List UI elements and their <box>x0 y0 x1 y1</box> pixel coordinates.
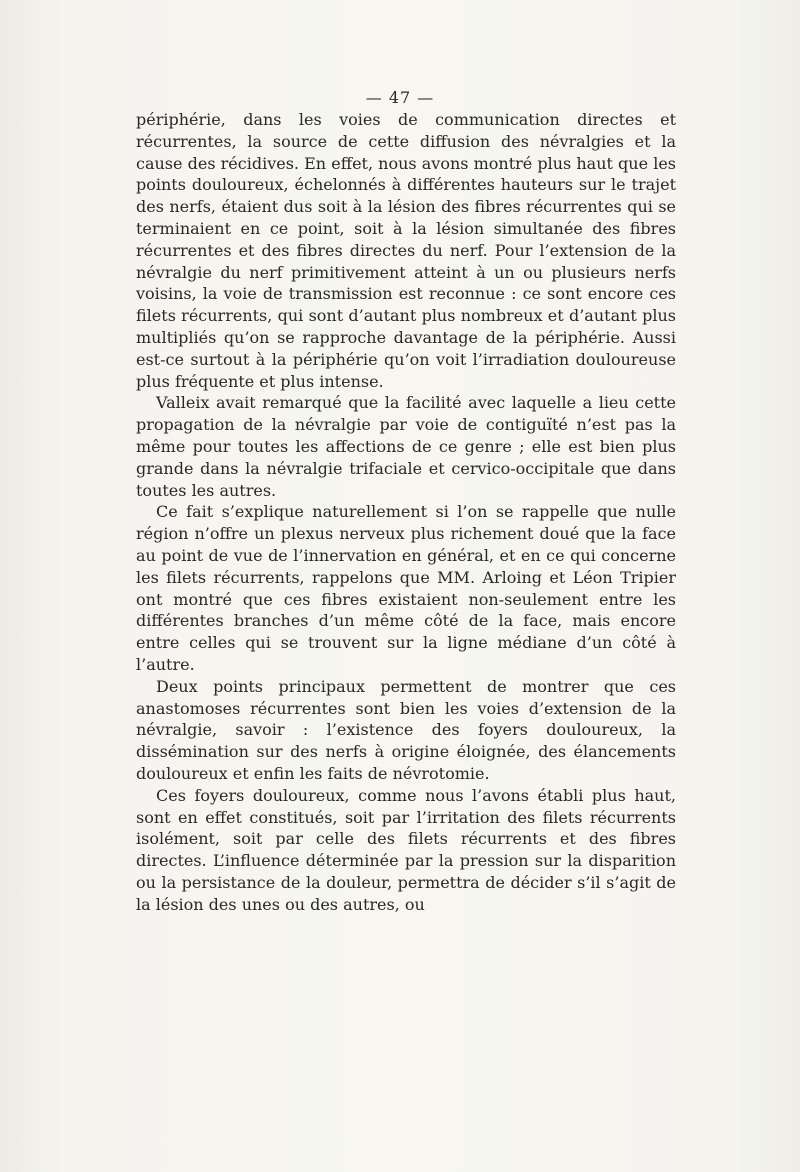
paragraph-1: périphérie, dans les voies de communication directes et récurrentes, la source de cette diffusion des névralgies et la cause des récidives. En effet, nous avons montré plus haut que les points douloureux, échelonnés à différentes hauteurs sur le trajet des nerfs, étaient dus soit à la lésion des fibres récurrentes qui se terminaient en ce point, soit à la lésion simultanée des fibres récurrentes et des fibres directes du nerf. Pour l’extension de la névralgie du nerf primitivement atteint à un ou plusieurs nerfs voisins, la voie de transmission est reconnue : ce sont encore ces filets récurrents, qui sont d’autant plus nombreux et d’autant plus multipliés qu’on se rapproche davantage de la périphérie. Aussi est-ce surtout à la périphérie qu’on voit l’irradiation douloureuse plus fréquente et plus intense. <box>136 110 676 391</box>
paragraph-2: Valleix avait remarqué que la facilité avec laquelle a lieu cette propagation de la névralgie par voie de contiguïté n’est pas la même pour toutes les affections de ce genre ; elle est bien plus grande dans la névralgie trifaciale et cervico-occipitale que dans toutes les autres. <box>136 393 676 500</box>
paragraph-5: Ces foyers douloureux, comme nous l’avons établi plus haut, sont en effet constitués, soit par l’irritation des filets récurrents isolément, soit par celle des filets récurrents et des fibres directes. L’influence déterminée par la pression sur la disparition ou la persistance de la douleur, permettra de décider s’il s’agit de la lésion des unes ou des autres, ou <box>136 785 676 914</box>
paragraph-3: Ce fait s’explique naturellement si l’on se rappelle que nulle région n’offre un plexus nerveux plus richement doué que la face au point de vue de l’innervation en général, et en ce qui concerne les filets récurrents, rappelons que MM. Arloing et Léon Tripier ont montré que ces fibres existaient non-seulement entre les différentes branches d’un même côté de la face, mais encore entre celles qui se trouvent sur la ligne médiane d’un côté à l’autre. <box>136 502 676 674</box>
body-text <box>136 109 676 915</box>
paragraph-4: Deux points principaux permettent de montrer que ces anastomoses récurrentes sont bien les voies d’extension de la névralgie, savoir : l’existence des foyers douloureux, la dissémination sur des nerfs à origine éloignée, des élancements douloureux et enfin les faits de névrotomie. <box>136 676 676 783</box>
page-number: — 47 — <box>365 88 435 107</box>
